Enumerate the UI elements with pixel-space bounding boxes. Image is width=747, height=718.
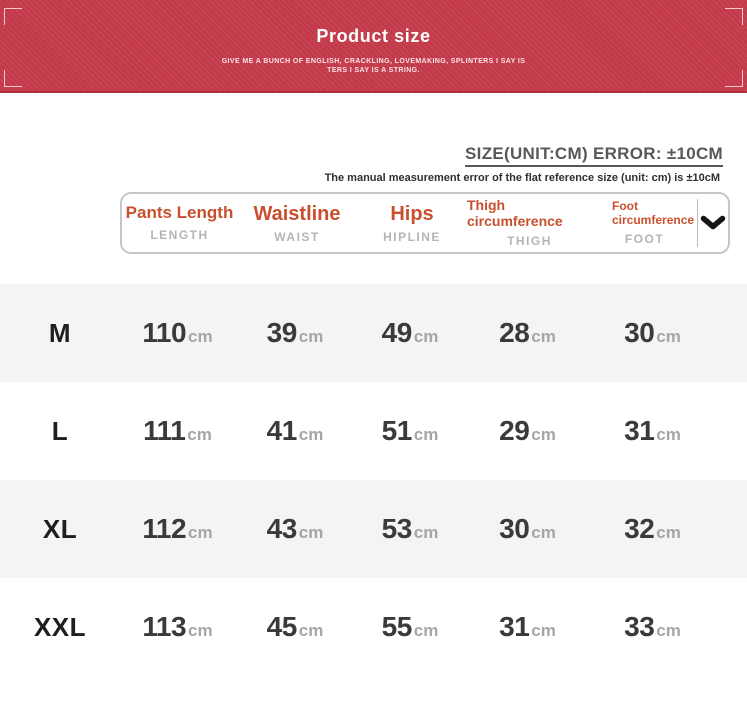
size-label: M [48,317,72,348]
column-sublabel: FOOT [624,231,665,246]
column-header-thigh [467,194,592,252]
size-label: XXL [33,611,87,642]
unit-label: cm [531,523,556,542]
banner [0,0,747,93]
corner-bracket-icon [725,70,743,87]
column-sublabel: WAIST [274,229,320,244]
value-hips: 49 cm [381,317,439,348]
value-thigh: 28 cm [499,317,556,348]
value-hips: 53 cm [381,513,439,544]
unit-label: cm [298,621,324,640]
unit-label: cm [187,425,212,444]
value-pants-length: 111 cm [143,415,212,446]
value-hips: 55 cm [381,611,439,642]
value-waistline: 39 cm [266,317,324,348]
value-foot: 32 cm [624,513,681,544]
column-label: Pants Length [125,203,234,223]
value-waistline: 45 cm [266,611,324,642]
unit-label: cm [413,327,439,346]
chevron-down-icon[interactable] [698,194,728,252]
value-pants-length: 112 cm [142,513,213,544]
corner-bracket-icon [4,70,22,87]
banner-tagline [0,57,747,75]
table-row [0,480,747,578]
unit-label: cm [531,425,556,444]
value-foot: 30 cm [624,317,681,348]
unit-label: cm [656,425,681,444]
column-header-foot [592,194,697,252]
unit-label: cm [656,523,681,542]
size-note [0,144,747,184]
corner-bracket-icon [725,8,743,25]
column-label: Hips [390,202,434,225]
unit-label: cm [413,621,439,640]
value-foot: 33 cm [624,611,681,642]
column-label: Waistline [253,202,341,225]
unit-label: cm [188,523,213,542]
table-row [0,284,747,382]
value-thigh: 30 cm [499,513,556,544]
value-pants-length: 113 cm [142,611,213,642]
column-sublabel: HIPLINE [383,229,441,244]
unit-label: cm [531,621,556,640]
table-row [0,578,747,676]
size-label: XL [42,513,78,544]
size-table-rows [0,284,747,676]
unit-label: cm [188,327,213,346]
size-error-subnote: The manual measurement error of the flat reference size (unit: cm) is ±10cM [324,172,720,184]
unit-label: cm [413,523,439,542]
column-sublabel: THIGH [507,233,552,248]
unit-label: cm [413,425,439,444]
unit-label: cm [188,621,213,640]
column-header-pants-length [122,194,237,252]
unit-label: cm [656,621,681,640]
value-thigh: 31 cm [499,611,556,642]
value-thigh: 29 cm [499,415,556,446]
size-error-heading [0,144,747,167]
column-sublabel: LENGTH [150,227,209,242]
corner-bracket-icon [4,8,22,25]
banner-tagline-line2: TERS I SAY IS A STRING. [327,67,420,74]
column-header-hips [357,194,467,252]
unit-label: cm [656,327,681,346]
table-row [0,382,747,480]
value-pants-length: 110 cm [142,317,213,348]
value-waistline: 41 cm [266,415,324,446]
column-header-waistline [237,194,357,252]
unit-label: cm [531,327,556,346]
column-label: Foot circumference [612,199,695,227]
size-label: L [51,415,69,446]
banner-tagline-line1: GIVE ME A BUNCH OF ENGLISH, CRACKLING, LOVEMAKING, SPLINTERS I SAY IS [221,58,526,65]
size-table-header [120,192,730,254]
unit-label: cm [298,523,324,542]
column-label: Thigh circumference [467,197,563,229]
value-hips: 51 cm [381,415,439,446]
unit-label: cm [298,425,324,444]
value-waistline: 43 cm [266,513,324,544]
page-title: Product size [316,26,431,46]
unit-label: cm [298,327,324,346]
size-error-heading-text: SIZE(UNIT:CM) ERROR: ±10CM [465,144,723,167]
value-foot: 31 cm [624,415,681,446]
